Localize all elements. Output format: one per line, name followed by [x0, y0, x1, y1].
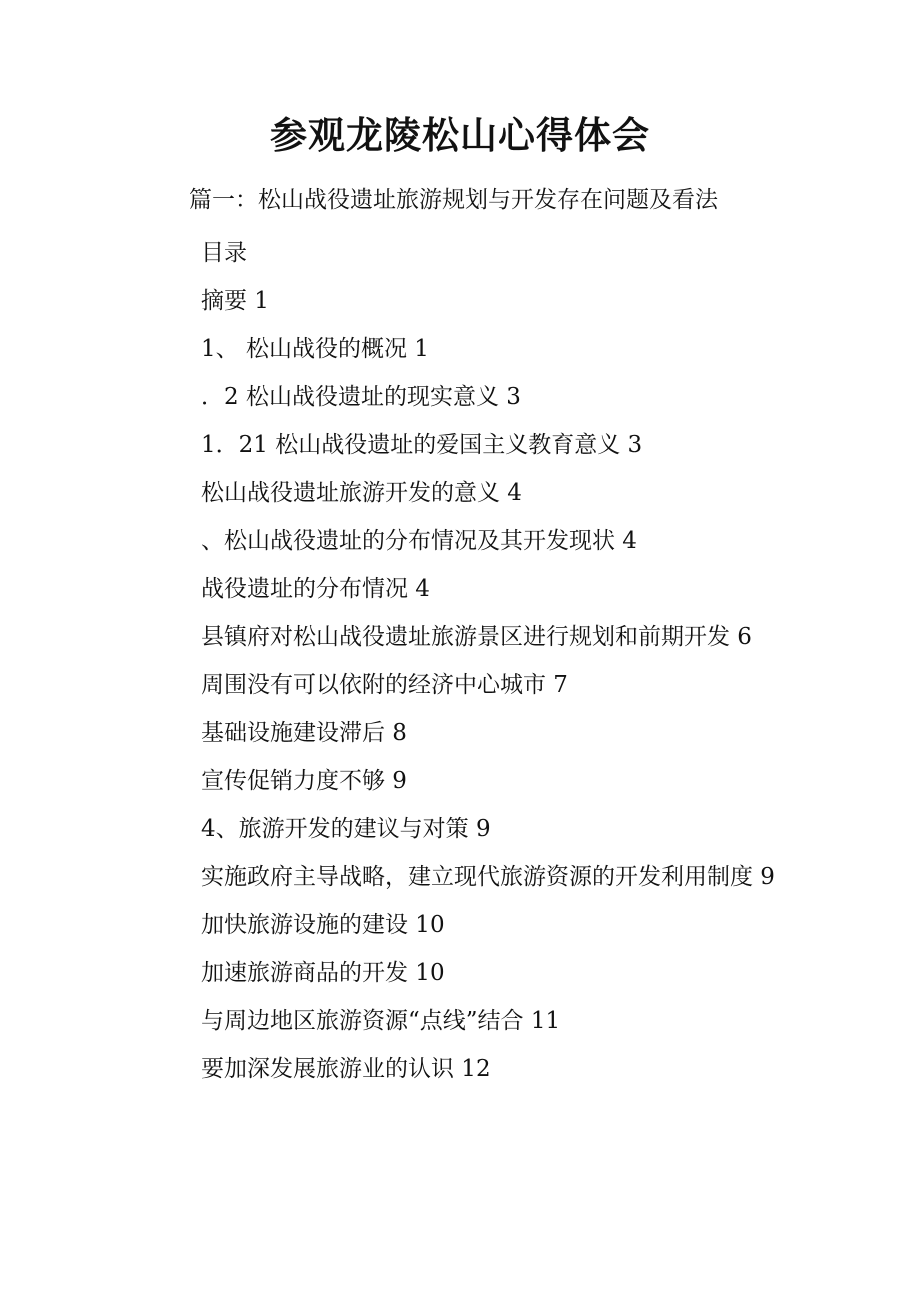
- toc-entry: 周围没有可以依附的经济中心城市 7: [201, 672, 568, 698]
- table-of-contents: [140, 229, 785, 1093]
- toc-entry: 加快旅游设施的建设 10: [201, 912, 445, 938]
- toc-entry: 县镇府对松山战役遗址旅游景区进行规划和前期开发 6: [201, 624, 752, 650]
- toc-entry: 实施政府主导战略，建立现代旅游资源的开发利用制度 9: [201, 864, 775, 890]
- toc-heading: 目录: [201, 240, 247, 266]
- toc-entry: ．2 松山战役遗址的现实意义 3: [201, 384, 521, 410]
- toc-entry: 基础设施建设滞后 8: [201, 720, 407, 746]
- toc-entry: 1．21 松山战役遗址的爱国主义教育意义 3: [201, 432, 643, 458]
- toc-entry: 与周边地区旅游资源“点线”结合 11: [201, 1008, 561, 1034]
- toc-entry: 松山战役遗址旅游开发的意义 4: [201, 480, 522, 506]
- toc-entry: 、松山战役遗址的分布情况及其开发现状 4: [201, 528, 637, 554]
- toc-entry: 战役遗址的分布情况 4: [201, 576, 430, 602]
- document-subtitle: 篇一：松山战役遗址旅游规划与开发存在问题及看法: [189, 187, 718, 213]
- toc-entry: 加速旅游商品的开发 10: [201, 960, 445, 986]
- toc-entry: 要加深发展旅游业的认识 12: [201, 1056, 491, 1082]
- toc-entry: 4、旅游开发的建议与对策 9: [201, 816, 491, 842]
- document-title: 参观龙陵松山心得体会: [270, 114, 650, 157]
- toc-entry: 1、 松山战役的概况 1: [201, 336, 429, 362]
- toc-entry: 摘要 1: [201, 288, 269, 314]
- toc-entry: 宣传促销力度不够 9: [201, 768, 407, 794]
